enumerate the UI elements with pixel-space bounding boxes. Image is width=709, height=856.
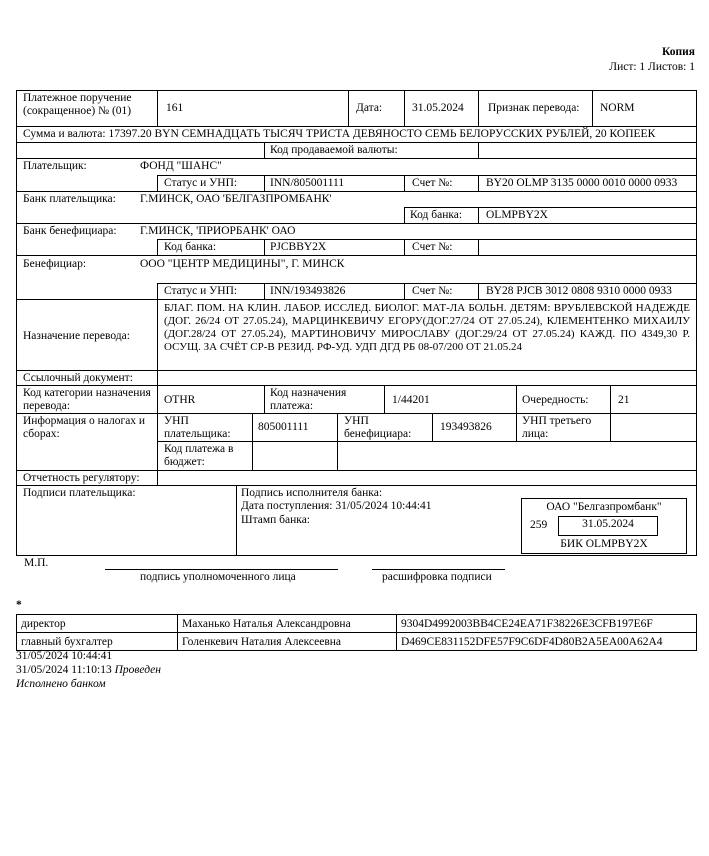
priority-value: 21: [618, 394, 630, 406]
stamp-number: 259: [530, 519, 548, 531]
payer-unp-value: 805001111: [258, 421, 309, 433]
beneficiary-unp-value: 193493826: [440, 421, 492, 433]
payer-bank-name: Г.МИНСК, ОАО 'БЕЛГАЗПРОМБАНК': [140, 193, 332, 205]
third-party-unp-label: УНП третьего лица:: [522, 415, 592, 440]
category-value: OTHR: [164, 394, 196, 406]
sheet-counter: Лист: 1 Листов: 1: [609, 61, 695, 73]
stamp-date: 31.05.2024: [582, 518, 634, 530]
payer-bank-code: OLMPBY2X: [486, 209, 548, 221]
received-date: Дата поступления: 31/05/2024 10:44:41: [241, 500, 432, 512]
beneficiary-bank-name: Г.МИНСК, 'ПРИОРБАНК' ОАО: [140, 225, 296, 237]
beneficiary-bank-account-label: Счет №:: [412, 241, 453, 253]
beneficiary-status-label: Статус и УНП:: [164, 285, 238, 297]
signer-name: Маханько Наталья Александровна: [178, 615, 397, 633]
authorized-signature-caption: подпись уполномоченного лица: [140, 571, 296, 583]
beneficiary-unp-label: УНП бенефициара:: [344, 415, 412, 440]
mp-label: М.П.: [24, 557, 49, 569]
regulator-label: Отчетность регулятору:: [23, 472, 140, 484]
purpose-text: БЛАГ. ПОМ. НА КЛИН. ЛАБОР. ИССЛЕД. БИОЛОГ. МАТ-ЛА БОЛЬН. ДЕТЯМ: ВРУБЛЕВСКОЙ НАДЕЖДЕ (ДОГ. 26/24 ОТ 27.05.24), МАРЦИНКЕВИЧУ ЕГОРУ(ДОГ.27/24 ОТ 27.05.24), КЛЕМЕНТЕНКО МИХАИЛУ (ДОГ.28/24 ОТ 27.05.24), МАРТИНОВИЧУ МИРОСЛАВУ (ДОГ.29/24 ОТ 27.05.24) КАЖД. ПО 4349,30 Р. ОСУЩ. ЗА СЧЁТ СР-В РЕЗИД. РФ-УД. УДП ДГД РБ 08-07/200 ОТ 21.05.24: [164, 302, 690, 353]
log-line-processed: [16, 664, 161, 676]
sold-currency-label: Код продаваемой валюты:: [270, 144, 398, 156]
stamp-label: Штамп банка:: [241, 514, 310, 526]
signer-role: главный бухгалтер: [17, 633, 178, 651]
copy-label: Копия: [662, 46, 695, 58]
log-line-executed: Исполнено банком: [16, 678, 106, 690]
payer-bank-label: Банк плательщика:: [23, 193, 116, 205]
payer-signatures-label: Подписи плательщика:: [23, 487, 136, 499]
beneficiary-bank-label: Банк бенефициара:: [23, 225, 117, 237]
taxes-label: Информация о налогах и сборах:: [23, 415, 146, 440]
order-title: Платежное поручение (сокращенное) № (01): [23, 92, 132, 117]
beneficiary-name: ООО "ЦЕНТР МЕДИЦИНЫ", Г. МИНСК: [140, 258, 345, 270]
purpose-code-value: 1/44201: [392, 394, 430, 406]
payer-unp-label: УНП плательщика:: [164, 415, 231, 440]
payer-account-label: Счет №:: [412, 177, 453, 189]
beneficiary-bank-code-label: Код банка:: [164, 241, 217, 253]
asterisk-mark: *: [16, 599, 22, 611]
budget-code-label: Код платежа в бюджет:: [164, 443, 234, 468]
payer-label: Плательщик:: [23, 160, 87, 172]
order-date: 31.05.2024: [412, 102, 464, 114]
stamp-bic: БИК OLMPBY2X: [560, 538, 648, 550]
signer-name: Голенкевич Наталия Алексеевна: [178, 633, 397, 651]
purpose-label: Назначение перевода:: [23, 330, 130, 342]
beneficiary-label: Бенефициар:: [23, 258, 87, 270]
payer-account: BY20 OLMP 3135 0000 0010 0000 0933: [486, 177, 678, 189]
payer-status-label: Статус и УНП:: [164, 177, 238, 189]
transfer-sign-label: Признак перевода:: [488, 102, 580, 114]
signer-role: директор: [17, 615, 178, 633]
signer-hash: 9304D4992003BB4CE24EA71F38226E3CFB197E6F: [397, 615, 697, 633]
payer-bank-code-label: Код банка:: [410, 209, 463, 221]
date-label: Дата:: [356, 102, 383, 114]
signature-decoding-caption: расшифровка подписи: [382, 571, 492, 583]
payer-status: INN/805001111: [270, 177, 345, 189]
table-row: [17, 633, 697, 651]
transfer-sign-value: NORM: [600, 102, 635, 114]
beneficiary-account-label: Счет №:: [412, 285, 453, 297]
category-label: Код категории назначения перевода:: [23, 387, 151, 412]
purpose-code-label: Код назначения платежа:: [270, 387, 347, 412]
stamp-bank-name: ОАО "Белгазпромбанк": [546, 501, 662, 513]
log-processed-status: Проведен: [114, 664, 161, 676]
beneficiary-status: INN/193493826: [270, 285, 346, 297]
order-number: 161: [166, 102, 184, 114]
table-row: [17, 615, 697, 633]
beneficiary-account: BY28 PJCB 3012 0808 9310 0000 0933: [486, 285, 672, 297]
beneficiary-bank-code: PJCBBY2X: [270, 241, 327, 253]
payer-name: ФОНД "ШАНС": [140, 160, 222, 172]
executor-signature-label: Подпись исполнителя банка:: [241, 487, 383, 499]
reference-doc-label: Ссылочный документ:: [23, 372, 133, 384]
log-line-received: 31/05/2024 10:44:41: [16, 650, 113, 662]
signer-hash: D469CE831152DFE57F9C6DF4D80B2A5EA00A62A4: [397, 633, 697, 651]
signers-table: [16, 614, 697, 651]
priority-label: Очередность:: [522, 394, 589, 406]
amount-line: Сумма и валюта: 17397.20 BYN СЕМНАДЦАТЬ ТЫСЯЧ ТРИСТА ДЕВЯНОСТО СЕМЬ БЕЛОРУССКИХ РУБЛЕЙ, 20 КОПЕЕК: [23, 128, 656, 140]
log-processed-time: 31/05/2024 11:10:13: [16, 664, 112, 676]
